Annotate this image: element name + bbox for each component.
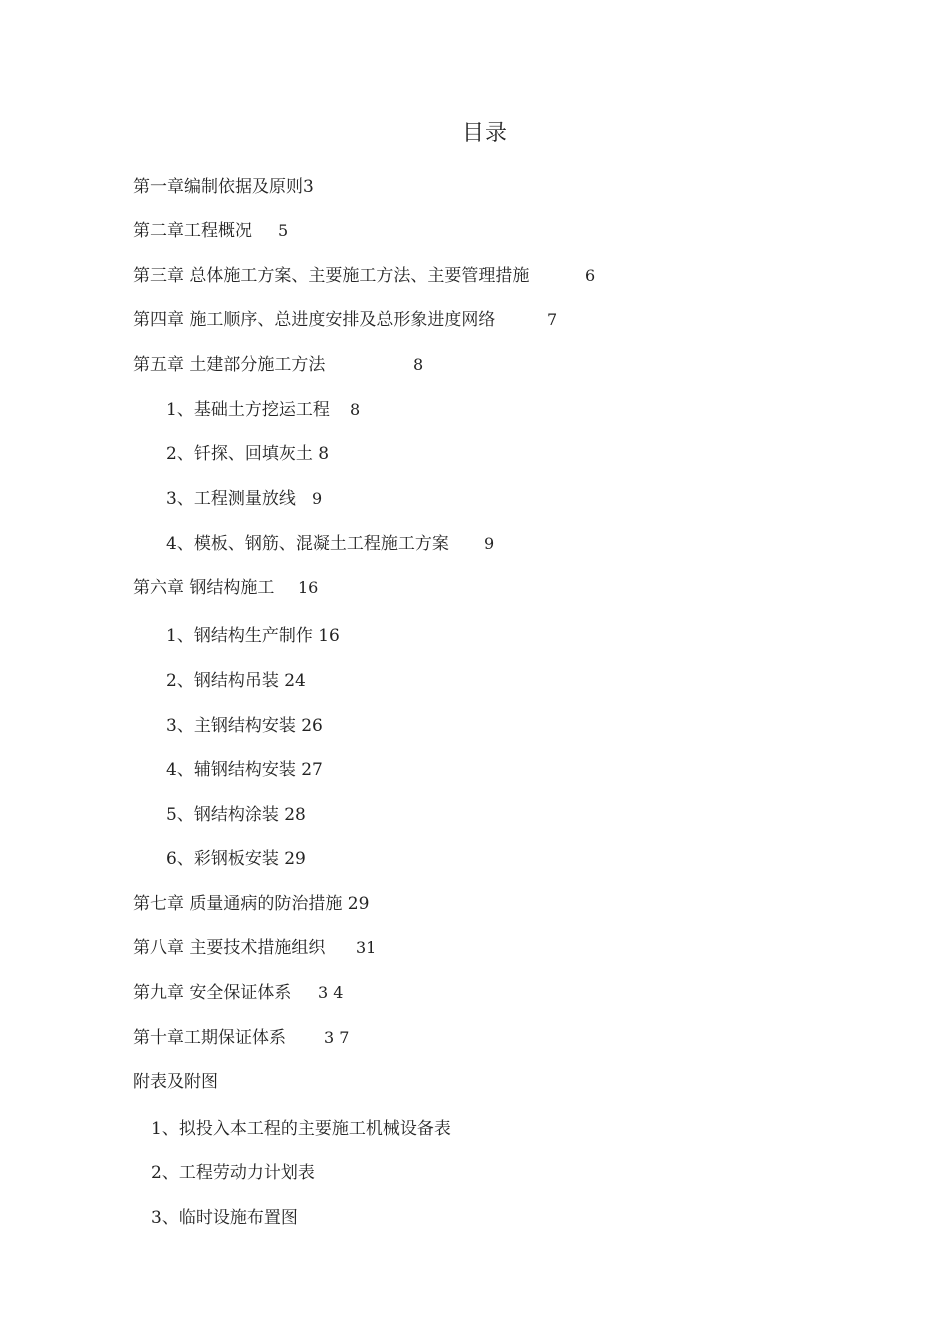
toc-page-number: 9 [484, 534, 495, 553]
toc-subentry: 2、钢结构吊装 24 [166, 671, 306, 691]
toc-entry: 第八章 主要技术措施组织 [133, 938, 326, 958]
toc-subentry: 4、辅钢结构安装 27 [166, 760, 323, 780]
toc-entry: 第五章 土建部分施工方法 [133, 355, 326, 375]
toc-subentry: 3、主钢结构安装 26 [166, 716, 323, 736]
toc-entry: 附表及附图 [133, 1072, 218, 1092]
toc-subentry: 1、基础土方挖运工程 [166, 400, 330, 420]
toc-page-number: 7 [547, 310, 558, 329]
toc-page-number: 3 7 [324, 1028, 350, 1047]
toc-subentry: 3、临时设施布置图 [151, 1208, 298, 1228]
toc-page-number: 3 4 [318, 983, 344, 1002]
page-title: 目录 [461, 121, 508, 146]
toc-page-number: 8 [350, 400, 361, 419]
toc-subentry: 1、钢结构生产制作 16 [166, 626, 340, 646]
toc-subentry: 2、钎探、回填灰土 8 [166, 444, 330, 464]
toc-entry: 第一章编制依据及原则3 [133, 177, 314, 197]
toc-subentry: 2、工程劳动力计划表 [151, 1163, 315, 1183]
toc-page-number: 6 [585, 266, 596, 285]
toc-subentry: 5、钢结构涂装 28 [166, 805, 306, 825]
toc-entry: 第六章 钢结构施工 [133, 578, 275, 598]
toc-entry: 第三章 总体施工方案、主要施工方法、主要管理措施 [133, 266, 530, 286]
toc-entry: 第七章 质量通病的防治措施 29 [133, 894, 370, 914]
toc-page-number: 8 [413, 355, 424, 374]
toc-entry: 第十章工期保证体系 [133, 1028, 286, 1048]
toc-page-number: 5 [278, 221, 289, 240]
toc-subentry: 6、彩钢板安装 29 [166, 849, 306, 869]
toc-entry: 第二章工程概况 [133, 221, 252, 241]
toc-subentry: 1、拟投入本工程的主要施工机械设备表 [151, 1119, 451, 1139]
toc-page-number: 9 [312, 489, 323, 508]
toc-page-number: 16 [298, 578, 319, 597]
toc-subentry: 3、工程测量放线 [166, 489, 296, 509]
toc-page-number: 31 [356, 938, 377, 957]
toc-entry: 第四章 施工顺序、总进度安排及总形象进度网络 [133, 310, 496, 330]
toc-subentry: 4、模板、钢筋、混凝土工程施工方案 [166, 534, 449, 554]
toc-entry: 第九章 安全保证体系 [133, 983, 292, 1003]
